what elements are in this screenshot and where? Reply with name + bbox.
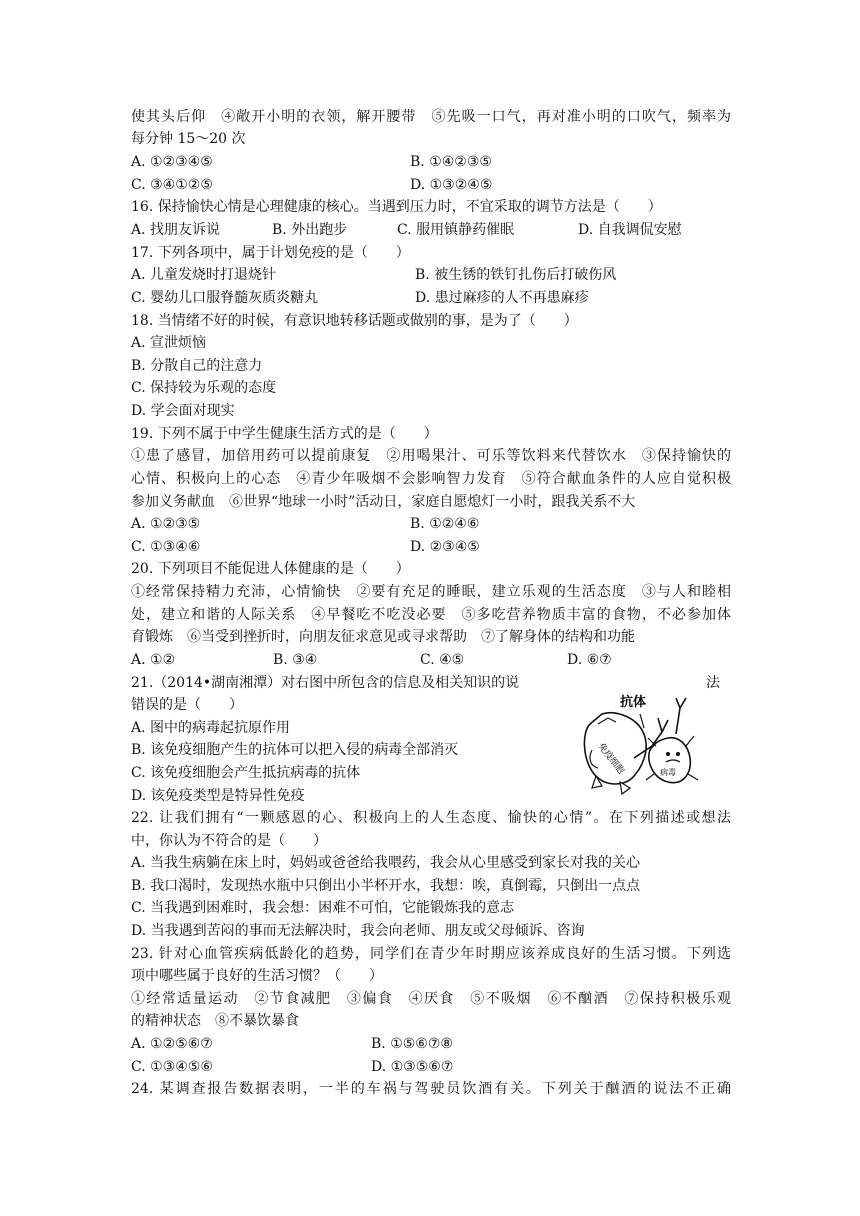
- q23-option-d: D. ①③⑤⑥⑦: [371, 1059, 454, 1075]
- antibody-y-right: [676, 698, 686, 734]
- q23-option-b: B. ①⑤⑥⑦⑧: [371, 1036, 453, 1052]
- q19-statement-line-2: 心情、积极向上的心态 ④青少年吸烟不会影响智力发育 ⑤符合献血条件的人应自觉积极: [131, 471, 731, 487]
- q20-statement-line-3: 育锻炼 ⑥当受到挫折时，向朋友征求意见或寻求帮助 ⑦了解身体的结构和功能: [131, 629, 635, 645]
- q16-option-b: B. 外出跑步: [272, 222, 348, 238]
- q15-step-line-1: 使其头后仰 ④敞开小明的衣领，解开腰带 ⑤先吸一口气，再对准小明的口吹气，频率为: [131, 109, 731, 125]
- immune-cell-body: [584, 713, 646, 784]
- q17-stem: 17. 下列各项中，属于计划免疫的是（ ）: [131, 245, 410, 261]
- q23-statement-line-1: ①经常适量运动 ②节食减肥 ③偏食 ④厌食 ⑤不吸烟 ⑥不酗酒 ⑦保持积极乐观: [131, 991, 731, 1007]
- q15-option-d: D. ①③②④⑤: [410, 177, 493, 193]
- cell-label: 免疫细胞: [595, 741, 626, 777]
- antibody-pointer: [640, 714, 644, 728]
- q16-option-d: D. 自我调侃安慰: [578, 222, 682, 238]
- q17-option-d: D. 患过麻疹的人不再患麻疹: [415, 290, 589, 306]
- q19-option-a: A. ①②③⑤: [131, 516, 201, 532]
- q21-stem-line-1: 21.（2014•湖南湘潭）对右图中所包含的信息及相关知识的说: [131, 675, 520, 691]
- q19-option-d: D. ②③④⑤: [410, 539, 480, 555]
- q21-stem-line-2: 错误的是（ ）: [131, 697, 243, 713]
- q20-option-c: C. ④⑤: [420, 652, 465, 668]
- q22-option-a: A. 当我生病躺在床上时，妈妈或爸爸给我喂药，我会从心里感受到家长对我的关心: [131, 855, 641, 871]
- q16-option-c: C. 服用镇静药催眠: [397, 222, 515, 238]
- virus-eye-left: [666, 752, 670, 756]
- q15-option-c: C. ③④①②⑤: [131, 177, 213, 193]
- q22-option-c: C. 当我遇到困难时，我会想：困难不可怕，它能锻炼我的意志: [131, 900, 515, 916]
- q22-stem-line-2: 中，你认为不符合的是（ ）: [131, 833, 327, 849]
- q19-statement-line-3: 参加义务献血 ⑥世界“地球一小时”活动日，家庭自愿熄灯一小时，跟我关系不大: [131, 494, 636, 510]
- q21-stem-line-1-end: 法: [706, 675, 720, 691]
- q21-option-b: B. 该免疫细胞产生的抗体可以把入侵的病毒全部消灭: [131, 742, 459, 758]
- q23-stem-line-2: 项中哪些属于良好的生活习惯？（ ）: [131, 968, 383, 984]
- q19-statement-line-1: ①患了感冒，加倍用药可以提前康复 ②用喝果汁、可乐等饮料来代替饮水 ③保持愉快的: [131, 448, 731, 464]
- q22-option-b: B. 我口渴时，发现热水瓶中只倒出小半杯开水，我想：唉，真倒霉，只倒出一点点: [131, 878, 641, 894]
- q19-option-c: C. ①③④⑥: [131, 539, 201, 555]
- q17-option-c: C. 婴幼儿口服脊髓灰质炎糖丸: [131, 290, 319, 306]
- antibody-label: 抗体: [620, 695, 647, 710]
- q21-option-c: C. 该免疫细胞会产生抵抗病毒的抗体: [131, 765, 361, 781]
- q22-option-d: D. 当我遇到苦闷的事而无法解决时，我会向老师、朋友或父母倾诉、咨询: [131, 923, 585, 939]
- q18-option-c: C. 保持较为乐观的态度: [131, 380, 277, 396]
- q20-option-d: D. ⑥⑦: [567, 652, 612, 668]
- cell-foot-right: [620, 782, 630, 794]
- antibody-y-left: [658, 718, 668, 732]
- q20-option-a: A. ①②: [131, 652, 176, 668]
- q16-option-a: A. 找朋友诉说: [131, 222, 221, 238]
- q18-option-a: A. 宣泄烦恼: [131, 335, 207, 351]
- q23-stem-line-1: 23. 针对心血管疾病低龄化的趋势，同学们在青少年时期应该养成良好的生活习惯。下列选: [131, 946, 731, 962]
- q18-option-d: D. 学会面对现实: [131, 403, 235, 419]
- q20-statement-line-1: ①经常保持精力充沛，心情愉快 ②要有充足的睡眠，建立乐观的生活态度 ③与人和睦相: [131, 584, 731, 600]
- q17-option-a: A. 儿童发烧时打退烧针: [131, 267, 277, 283]
- q18-option-b: B. 分散自己的注意力: [131, 358, 263, 374]
- q23-statement-line-2: 的精神状态 ⑧不暴饮暴食: [131, 1013, 299, 1029]
- q20-statement-line-2: 处，建立和谐的人际关系 ④早餐吃不吃没必要 ⑤多吃营养物质丰富的食物，不必参加体: [131, 607, 731, 623]
- q15-option-a: A. ①②③④⑤: [131, 154, 213, 170]
- q23-option-c: C. ①③④⑤⑥: [131, 1059, 213, 1075]
- q18-stem: 18. 当情绪不好的时候，有意识地转移话题或做别的事，是为了（ ）: [131, 313, 578, 329]
- virus-eye-right: [676, 752, 680, 756]
- q16-stem: 16. 保持愉快心情是心理健康的核心。当遇到压力时，不宜采取的调节方法是（ ）: [131, 199, 662, 215]
- q15-step-line-2: 每分钟 15～20 次: [131, 131, 246, 147]
- q17-option-b: B. 被生锈的铁钉扎伤后打破伤风: [415, 267, 617, 283]
- q23-option-a: A. ①②⑤⑥⑦: [131, 1036, 213, 1052]
- q19-stem: 19. 下列不属于中学生健康生活方式的是（ ）: [131, 426, 438, 442]
- q21-option-a: A. 图中的病毒起抗原作用: [131, 720, 291, 736]
- q22-stem-line-1: 22. 让我们拥有“一颗感恩的心、积极向上的人生态度、愉快的心情”。在下列描述或想法: [131, 810, 731, 826]
- q21-option-d: D. 该免疫类型是特异性免疫: [131, 788, 305, 804]
- immune-cell-figure: [568, 688, 728, 798]
- q15-option-b: B. ①④②③⑤: [410, 154, 492, 170]
- virus-label: 病毒: [660, 768, 676, 777]
- q20-stem: 20. 下列项目不能促进人体健康的是（ ）: [131, 561, 410, 577]
- q24-stem-line-1: 24. 某调查报告数据表明，一半的车祸与驾驶员饮酒有关。下列关于酗酒的说法不正确: [131, 1081, 731, 1097]
- q19-option-b: B. ①②④⑥: [410, 516, 480, 532]
- q20-option-b: B. ③④: [273, 652, 318, 668]
